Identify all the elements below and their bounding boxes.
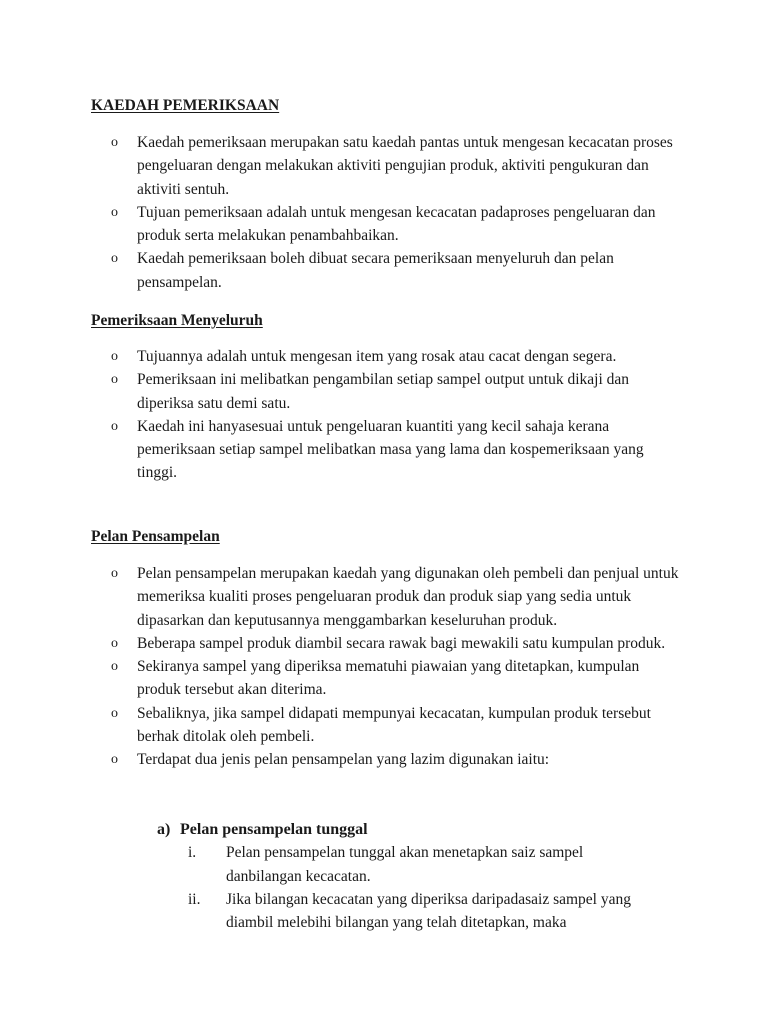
list-item: o Sekiranya sampel yang diperiksa mematuhi piawaian yang ditetapkan, kumpulan produk tersebut akan diterima.: [0, 655, 685, 702]
list-item: ii. Jika bilangan kecacatan yang diperiksa daripadasaiz sampel yang diambil melebihi bilangan yang telah ditetapkan, maka: [0, 888, 658, 935]
list-item: o Kaedah ini hanyasesuai untuk pengeluaran kuantiti yang kecil sahaja kerana pemeriksaan setiap sampel melibatkan masa yang lama dan kospemeriksaan yang tinggi.: [0, 415, 685, 485]
bullet-icon: o: [111, 251, 118, 267]
bullet-icon: o: [111, 204, 118, 220]
list-item: o Pelan pensampelan merupakan kaedah yang digunakan oleh pembeli dan penjual untuk memeriksa kualiti proses pengeluaran produk dan produk siap yang sedia untuk dipasarkan dan keputusannya menggambarkan keseluruhan produk.: [0, 562, 685, 632]
bullet-list-kaedah-pemeriksaan: [0, 131, 768, 294]
subsection-pelan-pensampelan-tunggal: [0, 818, 768, 934]
list-item: o Kaedah pemeriksaan merupakan satu kaedah pantas untuk mengesan kecacatan proses pengeluaran dengan melakukan aktiviti pengujian produk, aktiviti pengukuran dan aktiviti sentuh.: [0, 131, 685, 201]
list-item: o Pemeriksaan ini melibatkan pengambilan setiap sampel output untuk dikaji dan diperiksa satu demi satu.: [0, 368, 685, 415]
section-heading-pemeriksaan-menyeluruh: Pemeriksaan Menyeluruh: [91, 312, 263, 329]
list-item: o Tujuan pemeriksaan adalah untuk mengesan kecacatan padaproses pengeluaran dan produk serta melakukan penambahbaikan.: [0, 201, 685, 248]
bullet-icon: o: [111, 349, 118, 364]
list-item: o Beberapa sampel produk diambil secara rawak bagi mewakili satu kumpulan produk.: [0, 632, 685, 655]
bullet-icon: o: [111, 418, 118, 434]
subsection-title: Pelan pensampelan tunggal: [180, 821, 368, 838]
bullet-list-pelan-pensampelan: [0, 562, 768, 772]
subsection-marker: a): [157, 821, 171, 838]
numbered-list: [0, 841, 768, 934]
list-numeral: ii.: [188, 890, 201, 908]
bullet-icon: o: [111, 659, 118, 675]
bullet-icon: o: [111, 635, 118, 651]
bullet-icon: o: [111, 752, 118, 768]
section-heading-pelan-pensampelan: Pelan Pensampelan: [91, 528, 220, 545]
bullet-icon: o: [111, 566, 118, 581]
list-item: o Sebaliknya, jika sampel didapati mempunyai kecacatan, kumpulan produk tersebut berhak ditolak oleh pembeli.: [0, 702, 685, 749]
bullet-list-pemeriksaan-menyeluruh: [0, 345, 768, 485]
list-item: o Kaedah pemeriksaan boleh dibuat secara pemeriksaan menyeluruh dan pelan pensampelan.: [0, 247, 685, 294]
bullet-icon: o: [111, 705, 118, 721]
list-item: o Terdapat dua jenis pelan pensampelan yang lazim digunakan iaitu:: [0, 748, 685, 771]
subsection-heading: [0, 818, 768, 841]
list-item: i. Pelan pensampelan tunggal akan menetapkan saiz sampel danbilangan kecacatan.: [0, 841, 658, 888]
bullet-icon: o: [111, 135, 118, 150]
bullet-icon: o: [111, 372, 118, 388]
list-item: o Tujuannya adalah untuk mengesan item yang rosak atau cacat dengan segera.: [0, 345, 685, 368]
section-heading-kaedah-pemeriksaan: KAEDAH PEMERIKSAAN: [91, 97, 280, 114]
list-numeral: i.: [188, 844, 197, 862]
